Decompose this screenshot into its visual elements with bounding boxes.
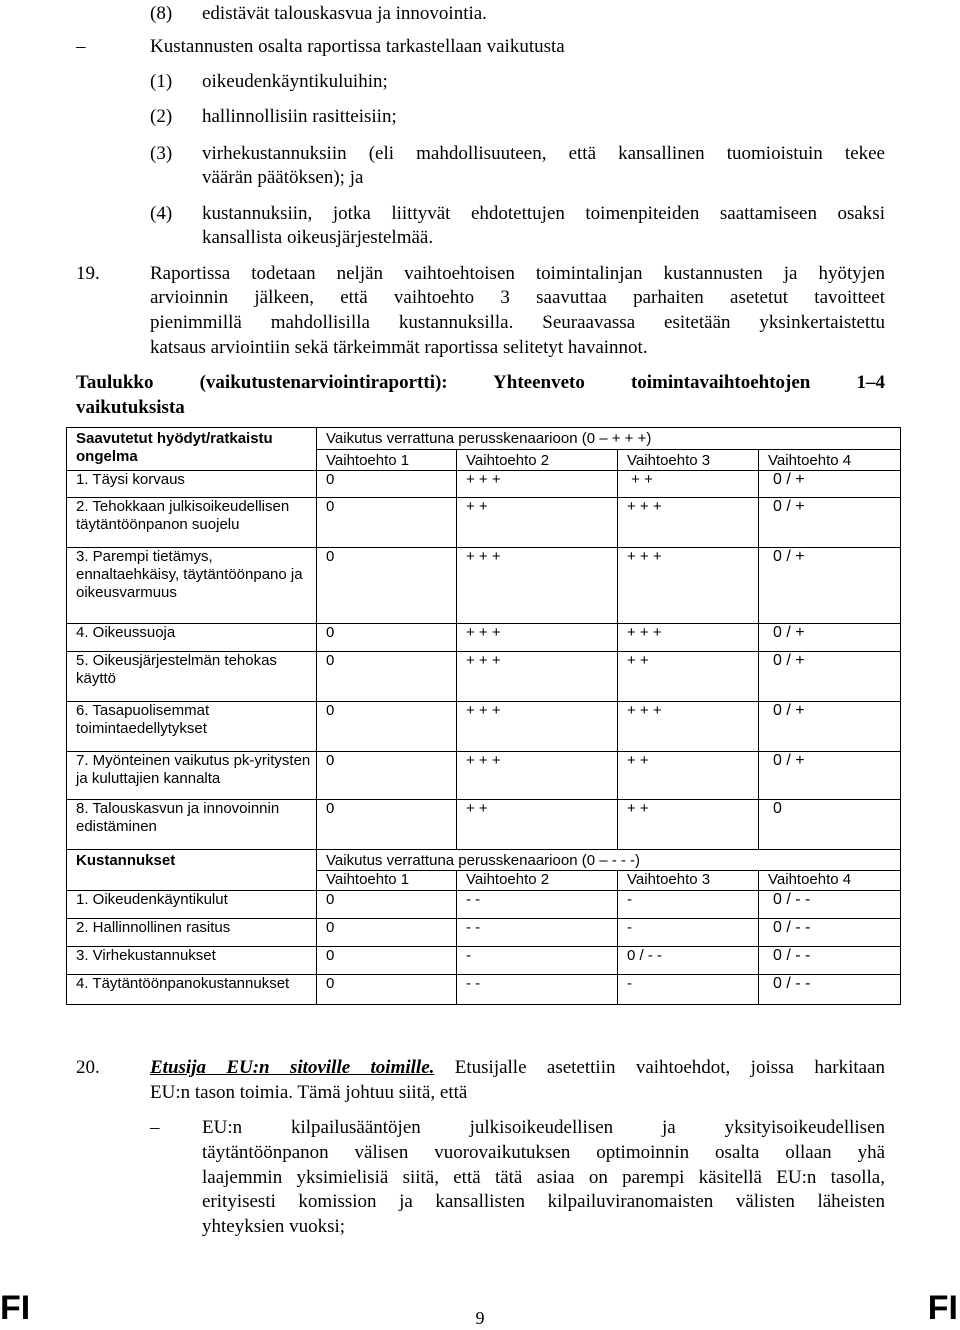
value-cell: + +: [618, 752, 759, 800]
value-cell: 0 / - -: [759, 919, 901, 947]
value-cell: + + +: [457, 548, 618, 624]
value-cell: 0: [317, 891, 457, 919]
value-cell: - -: [457, 919, 618, 947]
value-cell: + + +: [457, 624, 618, 652]
value-cell: 0: [317, 498, 457, 548]
cost-item-3-line2: väärän päätöksen); ja: [202, 167, 364, 188]
cost-label: 3. Virhekustannukset: [67, 947, 317, 975]
benefits-header-label: Saavutetut hyödyt/ratkaistu ongelma: [67, 428, 317, 471]
value-cell: + + +: [618, 498, 759, 548]
para-20-dash-line: laajemmin yksimielisiä siitä, että tätä asiaa on parempi käsitellä EU:n tasolla,: [202, 1167, 885, 1188]
cost-label: 2. Hallinnollinen rasitus: [67, 919, 317, 947]
benefit-label: 8. Talouskasvun ja innovoinnin edistäminen: [67, 800, 317, 850]
option-header: Vaihtoehto 3: [618, 450, 759, 471]
para-19-line: arvioinnin jälkeen, että vaihtoehto 3 saavuttaa parhaiten asetetut tavoitteet: [150, 287, 885, 308]
para-20-title: Etusija EU:n sitoville toimille.: [150, 1057, 435, 1078]
cost-item-3-number: (3): [150, 143, 173, 164]
dash-bullet: –: [150, 1117, 160, 1138]
cost-item-1-text: oikeudenkäyntikuluihin;: [202, 71, 388, 92]
value-cell: -: [457, 947, 618, 975]
cost-item-4-line1: kustannuksiin, jotka liittyvät ehdotettujen toimenpiteiden saattamiseen osaksi: [202, 203, 885, 224]
para-19-line: Raportissa todetaan neljän vaihtoehtoisen toimintalinjan kustannusten ja hyötyjen: [150, 263, 885, 284]
value-cell: 0 / - -: [759, 975, 901, 1005]
option-header: Vaihtoehto 4: [759, 450, 901, 471]
cost-item-2-number: (2): [150, 106, 173, 127]
table-row: [67, 471, 901, 498]
value-cell: + +: [618, 471, 759, 498]
table-caption-line1: Taulukko (vaikutustenarviointiraportti): Yhteenveto toimintavaihtoehtojen 1–4: [76, 372, 885, 393]
table-row: [67, 652, 901, 702]
value-cell: 0 / +: [759, 652, 901, 702]
value-cell: 0: [317, 919, 457, 947]
value-cell: + + +: [457, 471, 618, 498]
benefit-label: 6. Tasapuolisemmat toimintaedellytykset: [67, 702, 317, 752]
option-header: Vaihtoehto 2: [457, 450, 618, 471]
table-row: [67, 548, 901, 624]
benefit-label: 1. Täysi korvaus: [67, 471, 317, 498]
para-19-number: 19.: [76, 263, 100, 284]
option-header: Vaihtoehto 1: [317, 871, 457, 891]
footer-language-left: FI: [0, 1289, 31, 1327]
para-20-number: 20.: [76, 1057, 100, 1078]
page-number: 9: [475, 1308, 485, 1328]
cost-label: 4. Täytäntöönpanokustannukset: [67, 975, 317, 1005]
value-cell: + +: [618, 800, 759, 850]
value-cell: + +: [457, 800, 618, 850]
value-cell: 0: [317, 947, 457, 975]
value-cell: 0 / +: [759, 548, 901, 624]
benefit-label: 5. Oikeusjärjestelmän tehokas käyttö: [67, 652, 317, 702]
value-cell: - -: [457, 975, 618, 1005]
para-20-line1: [150, 1056, 885, 1080]
benefits-header-impact: Vaikutus verrattuna perusskenaarioon (0 – + + +): [317, 428, 901, 450]
value-cell: -: [618, 919, 759, 947]
costs-header-impact: Vaikutus verrattuna perusskenaarioon (0 – - - -): [317, 850, 901, 871]
dash-bullet: –: [76, 36, 86, 57]
cost-label: 1. Oikeudenkäyntikulut: [67, 891, 317, 919]
benefit-label: 7. Myönteinen vaikutus pk-yritysten ja kuluttajien kannalta: [67, 752, 317, 800]
para-20-dash-line: erityisesti komission ja kansallisten kilpailuviranomaisten välisten läheisten: [202, 1191, 885, 1212]
table-row: [67, 975, 901, 1005]
value-cell: + +: [457, 498, 618, 548]
table-row: [67, 919, 901, 947]
table-row: [67, 947, 901, 975]
value-cell: + + +: [618, 624, 759, 652]
cost-item-4-number: (4): [150, 203, 173, 224]
cost-item-4-line2: kansallista oikeusjärjestelmää.: [202, 227, 434, 248]
value-cell: 0: [317, 652, 457, 702]
value-cell: 0: [317, 548, 457, 624]
costs-header-row: [67, 850, 901, 871]
value-cell: 0 / - -: [759, 891, 901, 919]
value-cell: 0: [317, 702, 457, 752]
value-cell: 0 / +: [759, 471, 901, 498]
list-item-8-number: (8): [150, 3, 173, 24]
benefit-label: 3. Parempi tietämys, ennaltaehkäisy, täytäntöönpano ja oikeusvarmuus: [67, 548, 317, 624]
para-20-dash-line: EU:n kilpailusääntöjen julkisoikeudellisen ja yksityisoikeudellisen: [202, 1117, 885, 1138]
cost-item-3-line1: virhekustannuksiin (eli mahdollisuuteen, että kansallinen tuomioistuin tekee: [202, 143, 885, 164]
value-cell: 0 / +: [759, 498, 901, 548]
table-row: [67, 702, 901, 752]
value-cell: 0: [317, 624, 457, 652]
value-cell: - -: [457, 891, 618, 919]
value-cell: + + +: [457, 702, 618, 752]
value-cell: 0 / +: [759, 624, 901, 652]
value-cell: 0: [317, 975, 457, 1005]
value-cell: + + +: [457, 752, 618, 800]
value-cell: + +: [618, 652, 759, 702]
cost-intro-text: Kustannusten osalta raportissa tarkastellaan vaikutusta: [150, 36, 565, 57]
para-20-dash-line: täytäntöönpanon välisen vuorovaikutuksen optimoinnin osalta ollaan yhä: [202, 1142, 885, 1163]
impact-summary-table: [66, 427, 901, 1005]
table-row: [67, 752, 901, 800]
benefit-label: 2. Tehokkaan julkisoikeudellisen täytäntöönpanon suojelu: [67, 498, 317, 548]
table-row: [67, 498, 901, 548]
footer-language-right: FI: [927, 1289, 958, 1327]
para-20-dash-line: yhteyksien vuoksi;: [202, 1216, 346, 1237]
table-caption-line2: vaikutuksista: [76, 397, 185, 418]
option-header: Vaihtoehto 1: [317, 450, 457, 471]
value-cell: + + +: [618, 548, 759, 624]
value-cell: -: [618, 891, 759, 919]
table-row: [67, 891, 901, 919]
option-header: Vaihtoehto 3: [618, 871, 759, 891]
para-20-line2: EU:n tason toimia. Tämä johtuu siitä, että: [150, 1082, 468, 1103]
table-row: [67, 624, 901, 652]
value-cell: 0 / +: [759, 702, 901, 752]
cost-item-2-text: hallinnollisiin rasitteisiin;: [202, 106, 397, 127]
value-cell: 0 / - -: [759, 947, 901, 975]
value-cell: -: [618, 975, 759, 1005]
value-cell: 0: [317, 752, 457, 800]
table-row: [67, 800, 901, 850]
option-header: Vaihtoehto 4: [759, 871, 901, 891]
value-cell: 0: [317, 800, 457, 850]
option-header: Vaihtoehto 2: [457, 871, 618, 891]
value-cell: 0 / +: [759, 752, 901, 800]
para-19-line: pienimmillä mahdollisilla kustannuksilla. Seuraavassa esitetään yksinkertaistettu: [150, 312, 885, 333]
value-cell: 0: [317, 471, 457, 498]
value-cell: + + +: [457, 652, 618, 702]
para-19-line: katsaus arviointiin sekä tärkeimmät raportissa selitetyt havainnot.: [150, 337, 648, 358]
cost-item-1-number: (1): [150, 71, 173, 92]
benefits-header-row: [67, 428, 901, 450]
value-cell: + + +: [618, 702, 759, 752]
costs-header-label: Kustannukset: [67, 850, 317, 891]
benefit-label: 4. Oikeussuoja: [67, 624, 317, 652]
list-item-8-text: edistävät talouskasvua ja innovointia.: [202, 3, 487, 24]
value-cell: 0: [759, 800, 901, 850]
para-20-line1-rest: Etusijalle asetettiin vaihtoehdot, joissa harkitaan: [434, 1057, 885, 1078]
value-cell: 0 / - -: [618, 947, 759, 975]
